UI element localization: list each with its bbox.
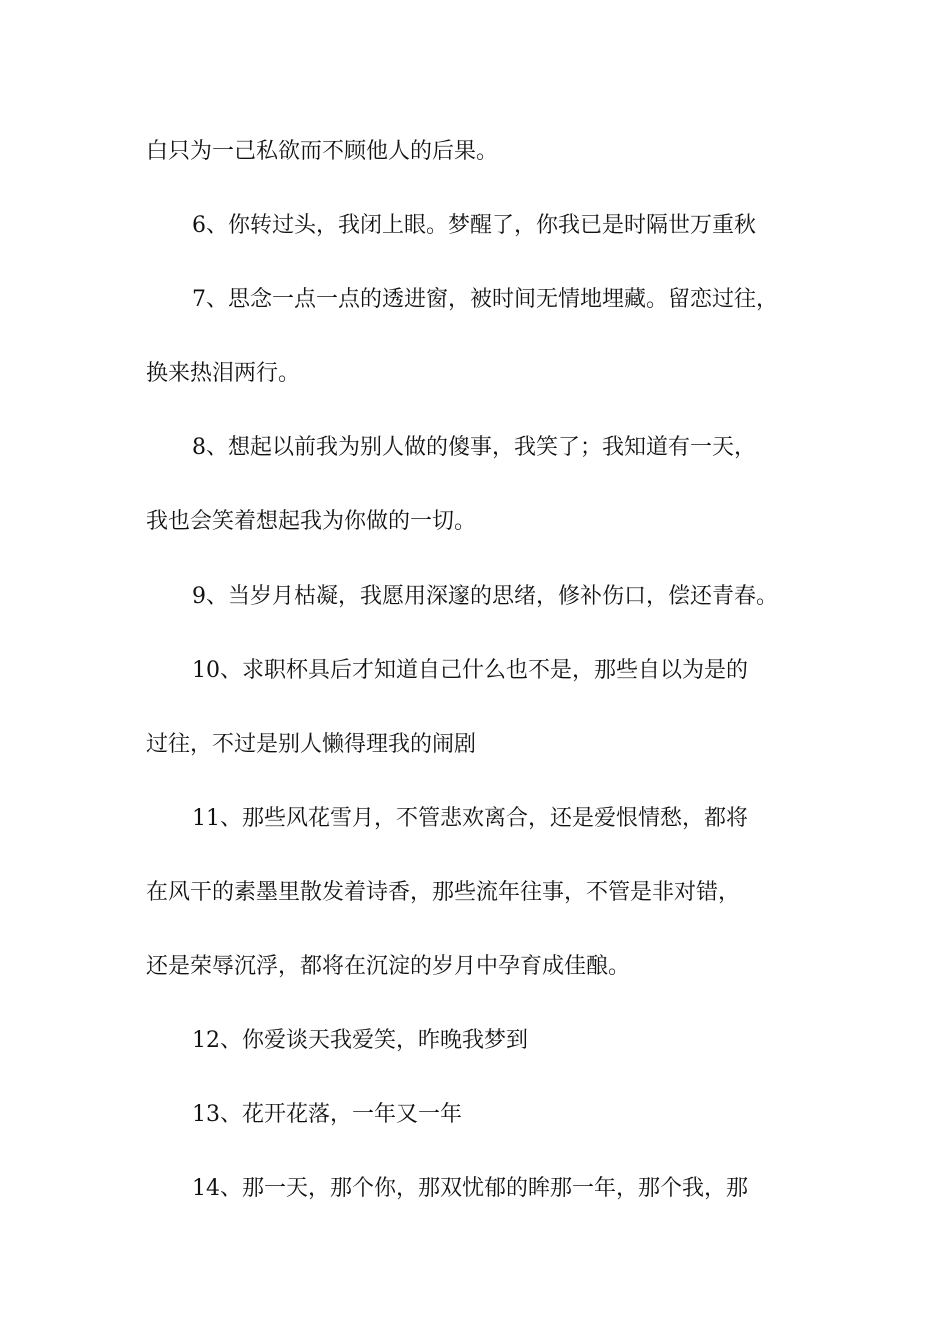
text-line: 14、那一天，那个你，那双忧郁的眸那一年，那个我，那: [192, 1176, 748, 1201]
text-line: 9、当岁月枯凝，我愿用深邃的思绪，修补伤口，偿还青春。: [192, 584, 778, 609]
text-line: 6、你转过头，我闭上眼。梦醒了，你我已是时隔世万重秋: [192, 213, 756, 238]
text-line: 在风干的素墨里散发着诗香，那些流年往事，不管是非对错，: [146, 880, 741, 905]
text-line: 10、求职杯具后才知道自己什么也不是，那些自以为是的: [192, 658, 748, 683]
text-line: 8、想起以前我为别人做的傻事，我笑了；我知道有一天，: [192, 435, 756, 460]
text-line: 过往，不过是别人懒得理我的闹剧: [146, 732, 477, 757]
text-line: 还是荣辱沉浮，都将在沉淀的岁月中孕育成佳酿。: [146, 954, 631, 979]
text-line: 13、花开花落，一年又一年: [192, 1102, 462, 1127]
text-line: 11、那些风花雪月，不管悲欢离合，还是爱恨情愁，都将: [192, 806, 748, 831]
text-line: 12、你爱谈天我爱笑，昨晚我梦到: [192, 1028, 528, 1053]
text-line: 换来热泪两行。: [146, 361, 301, 386]
text-line: 我也会笑着想起我为你做的一切。: [146, 509, 477, 534]
text-line: 7、思念一点一点的透进窗，被时间无情地埋藏。留恋过往，: [192, 287, 778, 312]
text-line: 白只为一己私欲而不顾他人的后果。: [146, 139, 499, 164]
